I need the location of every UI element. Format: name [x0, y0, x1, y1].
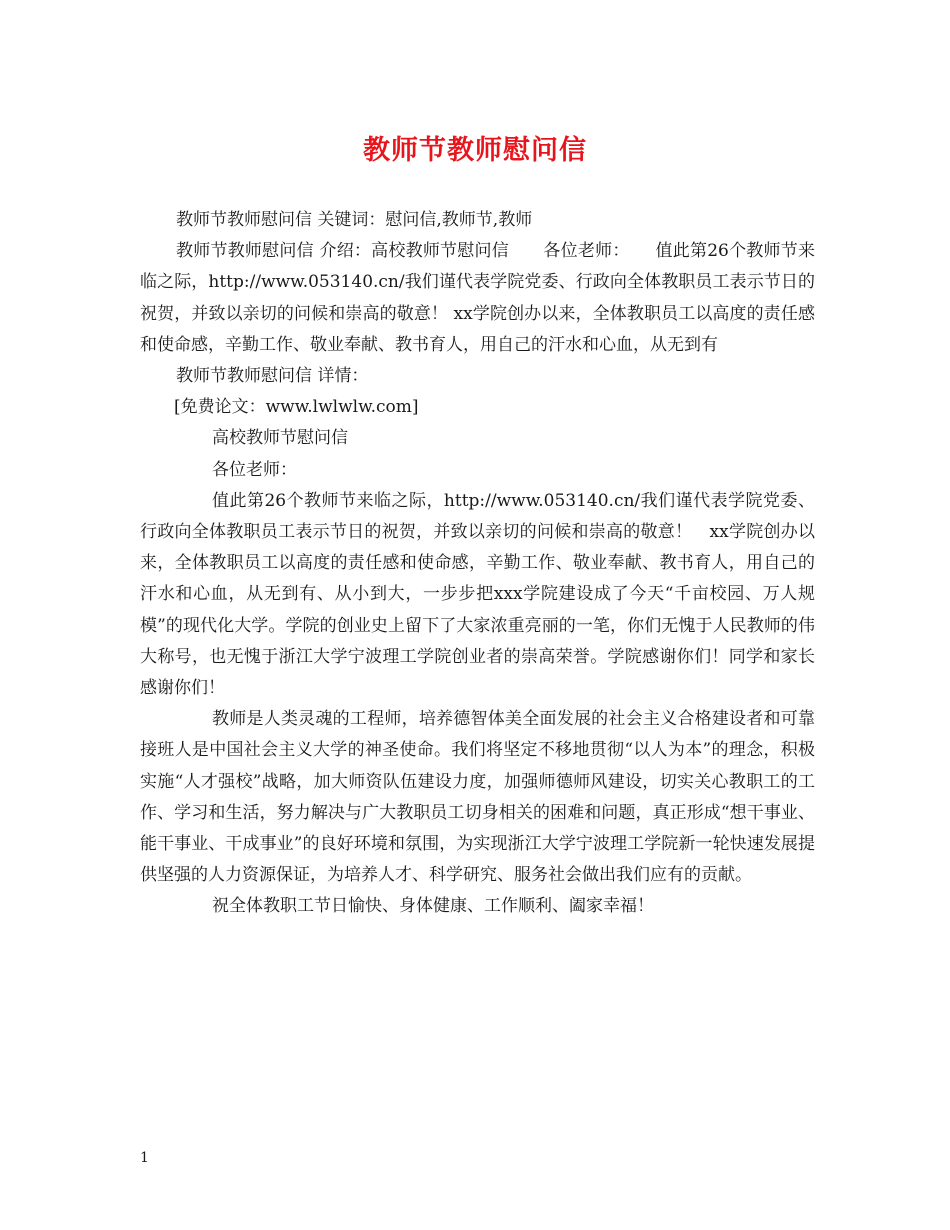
intro-paragraph: 教师节教师慰问信 介绍：高校教师节慰问信 各位老师： 值此第26个教师节来临之际，http://www.053140.cn/我们谨代表学院党委、行政向全体教职员工表示节日的祝贺，并致以亲切的问候和崇高的敬意！ xx学院创办以来，全体教职员工以高度的责任感和使命感，辛勤工作、敬业奉献、教书育人，用自己的汗水和心血，从无到有 — [140, 241, 815, 355]
letter-salutation: 各位老师： — [212, 459, 297, 480]
letter-closing: 祝全体教职工节日愉快、身体健康、工作顺利、阖家幸福！ — [212, 896, 654, 917]
details-line: 教师节教师慰问信 详情： — [176, 366, 369, 387]
letter-title: 高校教师节慰问信 — [212, 428, 348, 449]
page-number: 1 — [140, 1150, 149, 1166]
document-title: 教师节教师慰问信 — [363, 135, 587, 166]
letter-paragraph-1: 值此第26个教师节来临之际，http://www.053140.cn/我们谨代表学院党委、行政向全体教职员工表示节日的祝贺，并致以亲切的问候和崇高的敬意！ xx学院创办以来，全体教职员工以高度的责任感和使命感，辛勤工作、敬业奉献、教书育人，用自己的汗水和心血，从无到有、从小到大，一步步把xxx学院建设成了今天“千亩校园、万人规模”的现代化大学。学院的创业史上留下了大家浓重亮丽的一笔，你们无愧于人民教师的伟大称号，也无愧于浙江大学宁波理工学院创业者的崇高荣誉。学院感谢你们！同学和家长感谢你们！ — [140, 490, 815, 699]
keywords-line: 教师节教师慰问信 关键词：慰问信,教师节,教师 — [176, 210, 533, 230]
letter-paragraph-2: 教师是人类灵魂的工程师，培养德智体美全面发展的社会主义合格建设者和可靠接班人是中国社会主义大学的神圣使命。我们将坚定不移地贯彻“以人为本”的理念，积极实施“人才强校”战略，加大师资队伍建设力度，加强师德师风建设，切实关心教职工的工作、学习和生活，努力解决与广大教职员工切身相关的困难和问题，真正形成“想干事业、能干事业、干成事业”的良好环境和氛围，为实现浙江大学宁波理工学院新一轮快速发展提供坚强的人力资源保证，为培养人才、科学研究、服务社会做出我们应有的贡献。 — [140, 709, 815, 886]
document-body — [140, 205, 815, 923]
free-paper-link: [免费论文：www.lwlwlw.com] — [174, 397, 419, 418]
